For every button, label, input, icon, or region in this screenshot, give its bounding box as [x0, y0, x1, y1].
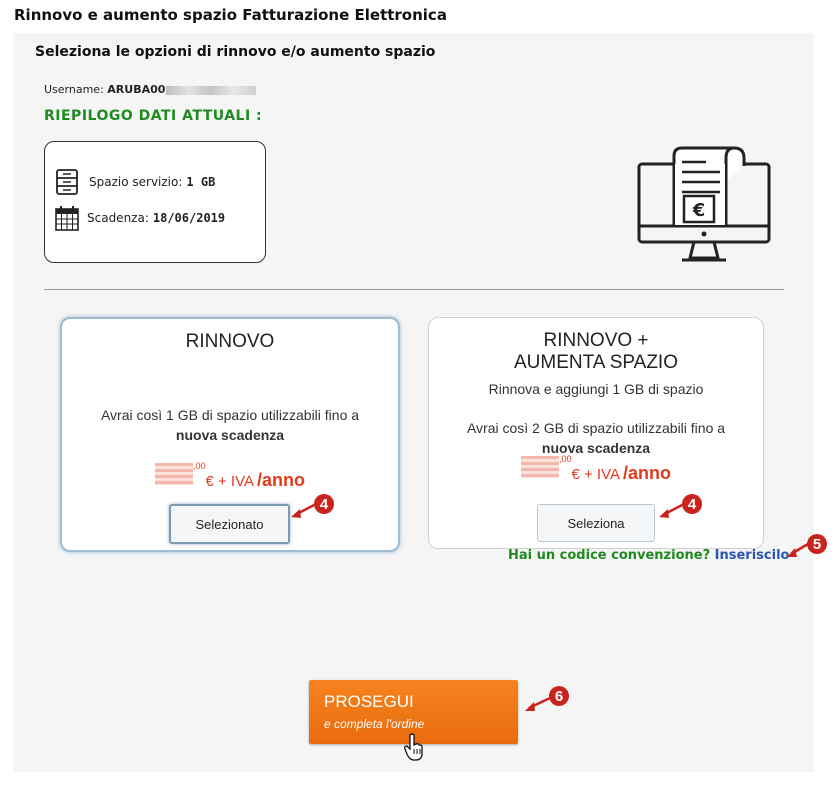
option-price — [62, 459, 398, 491]
option-title-line2: AUMENTA SPAZIO — [514, 352, 678, 373]
option-description: Avrai così 1 GB di spazio utilizzabili fino a — [100, 407, 360, 423]
option-rinnovo-button[interactable]: Selezionato — [169, 504, 290, 544]
price-period: /anno — [257, 470, 306, 490]
option-new-expiry: nuova scadenza — [541, 440, 651, 456]
price-cents: ,00 — [558, 454, 572, 464]
svg-text:€: € — [692, 200, 706, 221]
option-rinnovo-aumenta-button[interactable]: Seleziona — [537, 504, 655, 542]
server-icon — [55, 168, 79, 196]
price-redaction — [155, 463, 193, 485]
annotation-arrow-icon — [786, 540, 810, 560]
username-redaction — [166, 86, 256, 95]
expiry-row — [55, 204, 225, 232]
price-period: /anno — [623, 463, 672, 483]
summary-title: RIEPILOGO DATI ATTUALI : — [44, 108, 263, 124]
section-divider — [44, 289, 784, 290]
page-title: Rinnovo e aumento spazio Fatturazione Elettronica — [14, 6, 447, 24]
price-redaction — [521, 456, 559, 478]
convention-code-line — [508, 548, 789, 563]
electronic-invoice-icon — [636, 144, 772, 264]
annotation-marker-4: 4 — [682, 494, 702, 514]
username-value: ARUBA00 — [107, 83, 166, 96]
price-iva: € + IVA — [205, 473, 255, 490]
space-label: Spazio servizio: — [89, 175, 183, 189]
price-cents: ,00 — [192, 461, 206, 471]
username-line — [44, 83, 256, 96]
price-iva: € + IVA — [571, 466, 621, 483]
expiry-value: 18/06/2019 — [152, 211, 226, 225]
username-label: Username: — [44, 83, 104, 96]
annotation-marker-4: 4 — [314, 494, 334, 514]
option-title-line1: RINNOVO + — [543, 330, 649, 351]
expiry-label: Scadenza: — [87, 211, 149, 225]
space-value: 1 GB — [186, 175, 216, 189]
proceed-sublabel: e completa l'ordine — [324, 717, 425, 731]
option-new-expiry: nuova scadenza — [175, 427, 285, 443]
hand-cursor-icon — [404, 733, 424, 761]
annotation-arrow-icon — [658, 500, 686, 520]
panel-title: Seleziona le opzioni di rinnovo e/o aumento spazio — [35, 44, 436, 60]
current-data-box — [44, 141, 266, 263]
annotation-arrow-icon — [290, 500, 318, 520]
proceed-label: PROSEGUI — [324, 692, 414, 711]
convention-insert-link[interactable]: Inseriscilo — [714, 548, 790, 563]
space-row — [55, 168, 215, 196]
calendar-icon — [55, 204, 79, 232]
option-description: Avrai così 2 GB di spazio utilizzabili fino a — [466, 420, 726, 436]
convention-question: Hai un codice convenzione? — [508, 548, 711, 563]
annotation-arrow-icon — [524, 694, 552, 714]
annotation-marker-5: 5 — [807, 534, 827, 554]
option-title: RINNOVO — [185, 331, 275, 352]
annotation-marker-6: 6 — [549, 686, 569, 706]
option-subtitle: Rinnova e aggiungi 1 GB di spazio — [488, 381, 704, 397]
